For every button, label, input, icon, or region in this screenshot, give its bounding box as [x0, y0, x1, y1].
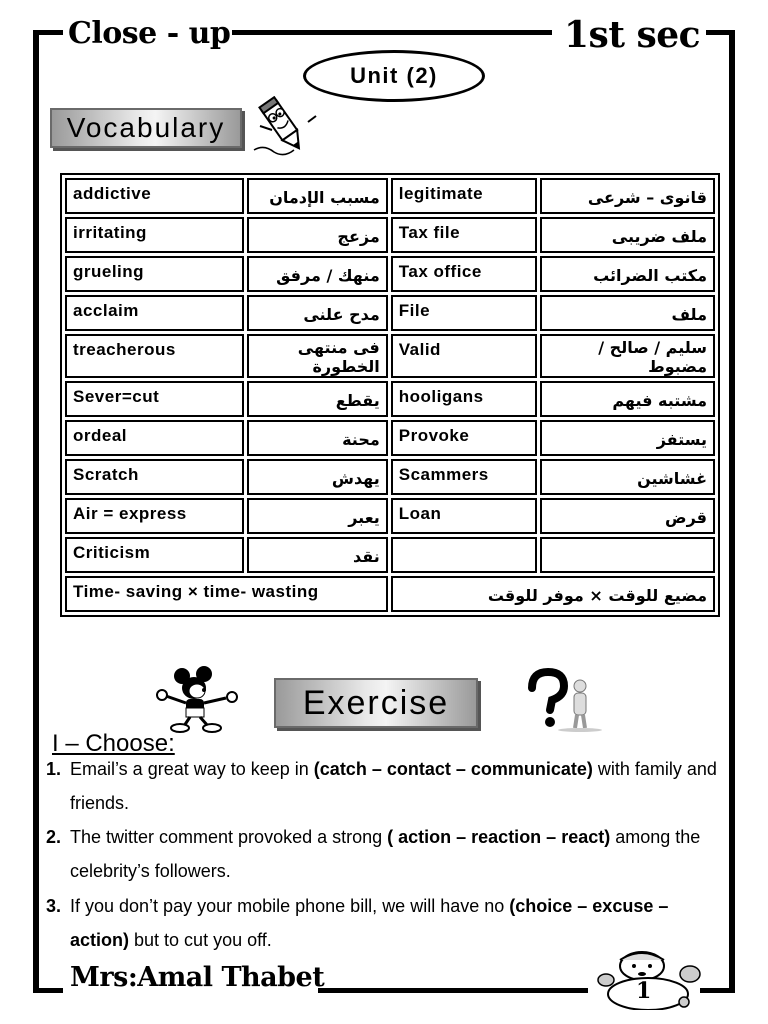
- question-item: [46, 889, 726, 957]
- arabic-meaning-cell: ملف ضريبى: [540, 217, 715, 253]
- page-border-right: [729, 30, 735, 992]
- arabic-meaning-cell: يهدش: [247, 459, 387, 495]
- table-row: [65, 295, 715, 331]
- question-mark-person-icon: [520, 668, 604, 732]
- section-title: I – Choose:: [52, 730, 175, 757]
- question-choices: (choice – excuse – action): [70, 896, 669, 950]
- english-word-cell: Scammers: [391, 459, 537, 495]
- table-row: [65, 459, 715, 495]
- arabic-meaning-cell: قانوى – شرعى: [540, 178, 715, 214]
- table-row: [65, 334, 715, 378]
- table-row: [65, 381, 715, 417]
- question-text: but to cut you off.: [129, 930, 272, 950]
- page-number: 1: [636, 978, 652, 1004]
- english-word-cell: Air = express: [65, 498, 244, 534]
- question-text: with family and friends.: [70, 759, 717, 813]
- page-border-bottom: [318, 988, 588, 993]
- question-text: among the celebrity’s followers.: [70, 827, 701, 881]
- author-name: Mrs:Amal Thabet: [70, 962, 325, 993]
- question-number: 2.: [46, 827, 62, 847]
- english-word-cell: File: [391, 295, 537, 331]
- english-word-cell: addictive: [65, 178, 244, 214]
- english-word-cell: Criticism: [65, 537, 244, 573]
- english-word-cell: [391, 537, 537, 573]
- english-word-cell: treacherous: [65, 334, 244, 378]
- arabic-meaning-cell: [540, 537, 715, 573]
- question-text: If you don’t pay your mobile phone bill, we will have no: [70, 896, 510, 916]
- arabic-meaning-cell: مكتب الضرائب: [540, 256, 715, 292]
- table-row: [65, 537, 715, 573]
- arabic-meaning-cell: محنة: [247, 420, 387, 456]
- english-word-cell: irritating: [65, 217, 244, 253]
- table-row: [65, 178, 715, 214]
- arabic-meaning-cell: مزعج: [247, 217, 387, 253]
- question-item: [46, 820, 726, 888]
- pencil-cartoon-icon: [250, 96, 322, 160]
- english-word-cell: Sever=cut: [65, 381, 244, 417]
- page-border-left: [33, 30, 39, 992]
- arabic-meaning-cell: يستفز: [540, 420, 715, 456]
- book-title: Close - up: [68, 16, 231, 51]
- arabic-meaning-cell: مشتبه فيهم: [540, 381, 715, 417]
- arabic-meaning-cell: غشاشين: [540, 459, 715, 495]
- arabic-meaning-cell: مضيع للوقت × موفر للوقت: [391, 576, 715, 612]
- arabic-meaning-cell: نقد: [247, 537, 387, 573]
- question-number: 3.: [46, 896, 62, 916]
- arabic-meaning-cell: فى منتهى الخطورة: [247, 334, 387, 378]
- grade-title: 1st sec: [564, 14, 701, 56]
- question-choices: ( action – reaction – react): [387, 827, 611, 847]
- arabic-meaning-cell: منهك / مرفق: [247, 256, 387, 292]
- page-border-top: [706, 30, 735, 35]
- english-word-cell: Tax file: [391, 217, 537, 253]
- unit-label-text: Unit (2): [350, 63, 438, 88]
- english-word-cell: Provoke: [391, 420, 537, 456]
- page-border-bottom: [33, 988, 63, 993]
- question-text: The twitter comment provoked a strong: [70, 827, 388, 847]
- question-text: Email’s a great way to keep in: [70, 759, 314, 779]
- arabic-meaning-cell: مدح علنى: [247, 295, 387, 331]
- snow-bear-icon: [592, 948, 712, 1010]
- table-row: [65, 256, 715, 292]
- arabic-meaning-cell: يعبر: [247, 498, 387, 534]
- page-border-top: [33, 30, 63, 35]
- arabic-meaning-cell: ملف: [540, 295, 715, 331]
- english-word-cell: grueling: [65, 256, 244, 292]
- english-word-cell: Valid: [391, 334, 537, 378]
- english-word-cell: Tax office: [391, 256, 537, 292]
- question-number: 1.: [46, 759, 62, 779]
- english-word-cell: Loan: [391, 498, 537, 534]
- arabic-meaning-cell: مسبب الإدمان: [247, 178, 387, 214]
- question-choices: (catch – contact – communicate): [313, 759, 593, 779]
- vocabulary-banner: Vocabulary: [50, 108, 242, 148]
- vocabulary-table: [60, 173, 720, 617]
- page-border-top: [232, 30, 552, 35]
- table-row: [65, 498, 715, 534]
- english-word-cell: Scratch: [65, 459, 244, 495]
- english-word-cell: ordeal: [65, 420, 244, 456]
- english-word-cell: acclaim: [65, 295, 244, 331]
- table-row: [65, 217, 715, 253]
- arabic-meaning-cell: سليم / صالح / مضبوط: [540, 334, 715, 378]
- arabic-meaning-cell: يقطع: [247, 381, 387, 417]
- table-row: [65, 420, 715, 456]
- english-word-cell: hooligans: [391, 381, 537, 417]
- english-word-cell: Time- saving × time- wasting: [65, 576, 388, 612]
- question-item: [46, 752, 726, 820]
- exercise-banner: Exercise: [274, 678, 478, 728]
- arabic-meaning-cell: قرض: [540, 498, 715, 534]
- english-word-cell: legitimate: [391, 178, 537, 214]
- table-row: [65, 576, 715, 612]
- mickey-mouse-icon: [152, 666, 244, 734]
- unit-label: [303, 50, 485, 102]
